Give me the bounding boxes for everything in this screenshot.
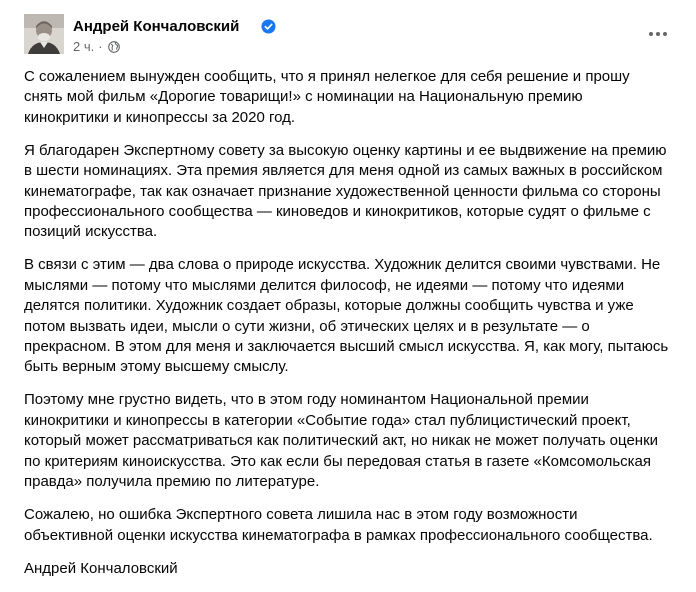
post-paragraph: Поэтому мне грустно видеть, что в этом году номинантом Национальной премии кинокритики и кинопрессы в категории «Событие года» стал публицистический проект, который может рассматриваться как политический акт, но никак не может получать оценки по критериям киноискусства. Это как если бы передовая статья в газете «Комсомольская правда» получила премию по литературе. [24, 391, 659, 491]
author-name[interactable]: Андрей Кончаловский [73, 18, 240, 35]
post-paragraph: Я благодарен Экспертному совету за высокую оценку картины и ее выдвижение на премию в шести номинациях. Эта премия является для меня одной из самых важных в российском кинематографе, так как означает признание художественной ценности фильма со стороны профессионального сообщества — киноведов и кинокритиков, которые судят о фильме с позиций искусства. [24, 141, 667, 241]
post-meta [73, 39, 120, 54]
verified-badge-icon [261, 19, 276, 34]
post-timestamp[interactable]: 2 ч. [73, 39, 95, 54]
globe-icon[interactable] [108, 41, 120, 53]
meta-separator: · [98, 39, 103, 54]
post-paragraph: Сожалею, но ошибка Экспертного совета лишила нас в этом году возможности объективной оценки искусства кинематографа в рамках профессионального сообщества. [24, 506, 653, 544]
post-body [24, 67, 674, 592]
more-horizontal-icon [648, 31, 668, 37]
more-options-button[interactable] [640, 20, 676, 48]
post-signature: Андрей Кончаловский [24, 559, 178, 577]
avatar-photo-icon [24, 14, 64, 54]
post-paragraph: С сожалением вынужден сообщить, что я принял нелегкое для себя решение и прошу снять мой фильм «Дорогие товарищи!» с номинации на Национальную премию кинокритики и кинопрессы за 2020 год. [24, 68, 630, 126]
post-header [24, 14, 672, 58]
post-paragraph: В связи с этим — два слова о природе искусства. Художник делится своими чувствами. Не мыслями — потому что мыслями делится философ, не идеями — потому что идеями делятся политики. Художник создает образы, которые должны сообщить чувства и уже потом вызвать идеи, мысли о сути жизни, об этических целях и в результате — о прекрасном. В этом для меня и заключается высший смысл искусства. Я, как могу, пытаюсь быть верным этому высшему смыслу. [24, 256, 669, 376]
avatar[interactable] [24, 14, 64, 54]
